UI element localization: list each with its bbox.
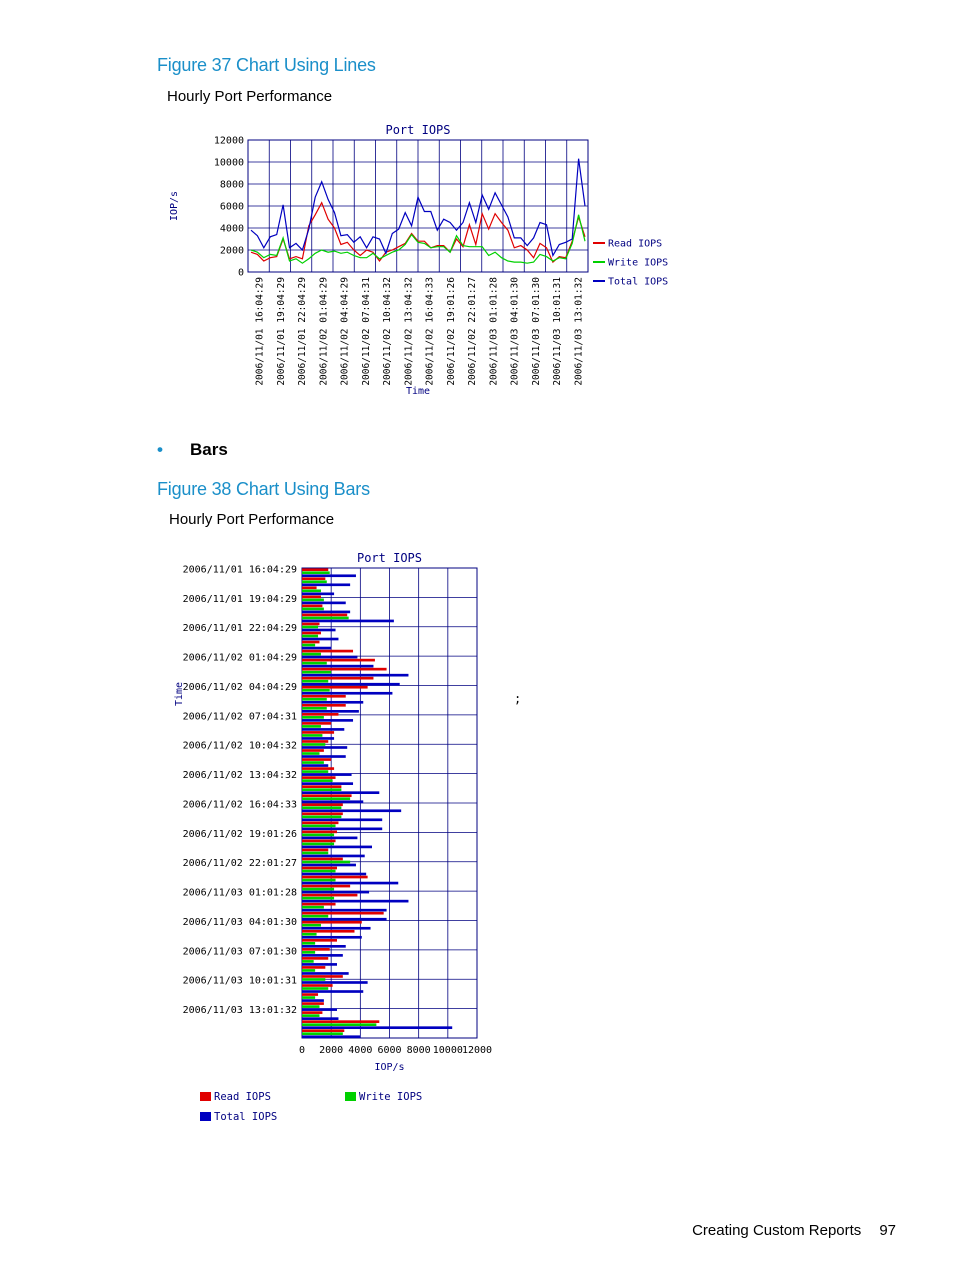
bar [302,966,325,969]
legend-label: Read IOPS [608,238,663,250]
y-tick-label: 2006/11/03 04:01:30 [182,916,297,928]
x-tick-label: 2006/11/02 19:01:26 [445,277,457,386]
bar [302,698,327,701]
legend-label: Total IOPS [214,1111,278,1123]
bar [302,803,343,806]
bar [302,680,328,683]
bar [302,882,398,885]
bar [302,764,328,767]
bar [302,1002,324,1005]
bar [302,785,341,788]
bar [302,864,356,867]
x-tick-label: 8000 [406,1045,431,1056]
bar [302,653,321,656]
bar [302,885,350,888]
y-tick-label: 2006/11/03 10:01:31 [182,975,297,987]
bar [302,743,325,746]
bar [302,1014,320,1017]
bar [302,713,338,716]
bar [302,731,334,734]
chart-title: Port IOPS [356,551,423,565]
bar [302,828,382,831]
y-tick-label: 10000 [213,157,244,169]
legend-label: Write IOPS [359,1091,423,1103]
bullet-label: Bars [190,440,228,459]
bar [302,939,337,942]
bar [302,867,337,870]
bar [302,978,325,981]
x-tick-label: 2006/11/01 16:04:29 [254,277,266,386]
y-tick-label: 2000 [219,245,244,257]
x-tick-label: 2006/11/02 04:04:29 [339,277,351,386]
bar [302,716,324,719]
bar [302,602,346,605]
bar-chart [160,540,540,1140]
bar [302,589,321,592]
bar [302,641,320,644]
x-tick-label: 4000 [348,1045,373,1056]
x-tick-label: 12000 [461,1045,493,1056]
bar [302,888,334,891]
bar [302,695,346,698]
x-tick-label: 2006/11/02 01:04:29 [318,277,330,386]
bar [302,773,352,776]
bar [302,831,337,834]
bar [302,599,324,602]
bar [302,794,352,797]
bar [302,879,336,882]
x-tick-label: 2006/11/02 07:04:31 [360,277,372,386]
bar [302,963,337,966]
bar [302,969,315,972]
bar [302,644,315,647]
bar [302,924,321,927]
bar [302,806,341,809]
bar [302,574,356,577]
x-tick-label: 2006/11/02 13:04:32 [403,277,415,386]
y-tick-label: 2006/11/02 22:01:27 [182,858,297,870]
bar [302,671,331,674]
bar [302,761,324,764]
bar [302,840,336,843]
bar [302,665,373,668]
y-tick-label: 8000 [219,179,244,191]
bar [302,674,408,677]
bar [302,984,333,987]
bar [302,897,334,900]
line-chart [150,115,710,400]
bar [302,611,350,614]
bar [302,809,401,812]
y-tick-label: 2006/11/03 01:01:28 [182,887,297,899]
footer-page-number: 97 [879,1222,896,1239]
bar [302,990,363,993]
legend-label: Write IOPS [608,257,669,269]
bar [302,596,321,599]
bar [302,821,338,824]
bar [302,593,334,596]
y-axis-label: Time [174,681,185,707]
bar [302,855,365,858]
bar [302,1035,360,1038]
bar [302,707,327,710]
bar [302,608,324,611]
bar [302,815,341,818]
x-tick-label: 2006/11/02 10:04:32 [382,277,394,386]
x-tick-label: 10000 [432,1045,463,1056]
bar [302,1026,452,1029]
bar [302,686,368,689]
bar [302,800,363,803]
y-tick-label: 2006/11/02 07:04:31 [182,711,297,723]
bar [302,635,318,638]
x-axis-label: IOP/s [374,1062,405,1073]
y-tick-label: 2006/11/02 16:04:33 [182,799,297,811]
bar [302,782,353,785]
bar [302,668,387,671]
page-footer [674,1222,896,1239]
bar [302,906,324,909]
bar [302,776,336,779]
bar [302,933,317,936]
bar [302,728,344,731]
bar [302,936,362,939]
x-tick-label: 6000 [377,1045,402,1056]
bar [302,605,322,608]
y-tick-label: 0 [237,267,244,279]
bar [302,876,368,879]
x-tick-label: 2000 [319,1045,344,1056]
bar [302,647,331,650]
bar [302,918,387,921]
bar [302,1020,379,1023]
x-tick-label: 2006/11/03 10:01:31 [552,277,564,386]
bar [302,915,328,918]
bar [302,1032,343,1035]
bar [302,903,336,906]
bar [302,972,349,975]
bar-chart-heading: Hourly Port Performance [169,511,335,528]
bar [302,740,328,743]
bar [302,948,330,951]
bullet-item-bars [157,440,228,460]
x-tick-label: 2006/11/03 07:01:30 [530,277,542,386]
legend-label: Total IOPS [608,276,669,288]
bar [302,638,338,641]
x-tick-label: 2006/11/03 13:01:32 [573,277,585,386]
bar [302,999,324,1002]
bar [302,987,328,990]
bar [302,846,372,849]
bar [302,586,317,589]
bar [302,797,350,800]
bar [302,921,362,924]
bar [302,580,327,583]
bar [302,650,353,653]
bar [302,843,334,846]
x-tick-label: 2006/11/01 19:04:29 [275,277,287,386]
bar [302,749,324,752]
bar [302,632,321,635]
bar [302,656,357,659]
bar [302,659,375,662]
bar [302,818,382,821]
bar [302,677,373,680]
bar [302,1008,337,1011]
y-tick-label: 2006/11/02 19:01:26 [182,828,297,840]
bar [302,1017,338,1020]
y-tick-label: 2006/11/02 10:04:32 [182,740,297,752]
bar [302,993,318,996]
bar [302,614,347,617]
bar [302,1029,344,1032]
bar [302,710,359,713]
bar [302,758,331,761]
bar [302,996,315,999]
bar [302,1023,376,1026]
bar [302,951,315,954]
bar [302,1005,320,1008]
y-tick-label: 2006/11/01 16:04:29 [182,564,297,576]
x-tick-label: 2006/11/01 22:04:29 [297,277,309,386]
y-tick-label: 2006/11/02 04:04:29 [182,681,297,693]
bar [302,623,320,626]
bar [302,791,379,794]
x-tick-label: 2006/11/02 22:01:27 [467,277,479,386]
bar [302,583,350,586]
bar [302,837,357,840]
y-tick-label: 2006/11/02 01:04:29 [182,652,297,664]
bar [302,981,368,984]
bar [302,909,387,912]
y-tick-label: 2006/11/02 13:04:32 [182,770,297,781]
figure-38-caption: Figure 38 Chart Using Bars [157,479,370,499]
legend-label: Read IOPS [214,1091,271,1103]
bar [302,849,328,852]
bar [302,701,363,704]
x-axis-label: Time [405,386,431,397]
y-tick-label: 2006/11/03 13:01:32 [182,1005,297,1016]
bar [302,734,322,737]
bar [302,824,336,827]
bar [302,788,341,791]
y-tick-label: 2006/11/01 19:04:29 [182,593,297,605]
bar [302,912,384,915]
bar [302,568,328,571]
bar [302,755,346,758]
chart-title: Port IOPS [385,123,451,137]
bar [302,725,321,728]
bar [302,852,328,855]
stray-mark: ; [514,692,522,706]
line-chart-heading: Hourly Port Performance [167,88,333,105]
y-tick-label: 2006/11/03 07:01:30 [182,946,297,958]
bar [302,930,355,933]
y-tick-label: 2006/11/01 22:04:29 [182,623,297,635]
bar [302,1011,322,1014]
bar [302,900,408,903]
bar [302,722,331,725]
x-tick-label: 0 [298,1045,306,1056]
bar [302,957,328,960]
bar [302,737,334,740]
bar [302,870,336,873]
bullet-icon: • [157,440,163,459]
x-tick-label: 2006/11/03 04:01:30 [509,277,521,386]
bar [302,629,336,632]
bar [302,891,369,894]
bar [302,834,334,837]
bar [302,945,346,948]
bar [302,960,314,963]
y-axis-label: IOP/s [169,190,180,222]
bar [302,626,318,629]
bar [302,662,327,665]
legend-swatch [200,1092,211,1101]
bar [302,719,353,722]
bar [302,617,349,620]
x-tick-label: 2006/11/03 01:01:28 [488,277,500,386]
legend-swatch [200,1112,211,1121]
bar [302,812,343,815]
bar [302,620,394,623]
bar [302,954,343,957]
bar [302,779,333,782]
bar [302,683,400,686]
bar [302,927,371,930]
bar [302,942,315,945]
bar [302,858,343,861]
bar [302,571,330,574]
bar [302,873,366,876]
bar [302,975,343,978]
bar [302,689,330,692]
x-tick-label: 2006/11/02 16:04:33 [424,277,436,386]
bar [302,692,392,695]
bar [302,770,328,773]
bar [302,894,357,897]
bar [302,746,347,749]
bar [302,861,350,864]
bar [302,577,325,580]
bar [302,704,346,707]
footer-section-title: Creating Custom Reports [692,1222,862,1239]
bar [302,752,320,755]
bar [302,767,334,770]
legend-swatch [345,1092,356,1101]
figure-37-caption: Figure 37 Chart Using Lines [157,55,376,75]
y-tick-label: 6000 [219,201,244,213]
y-tick-label: 4000 [219,223,244,235]
y-tick-label: 12000 [213,135,244,147]
